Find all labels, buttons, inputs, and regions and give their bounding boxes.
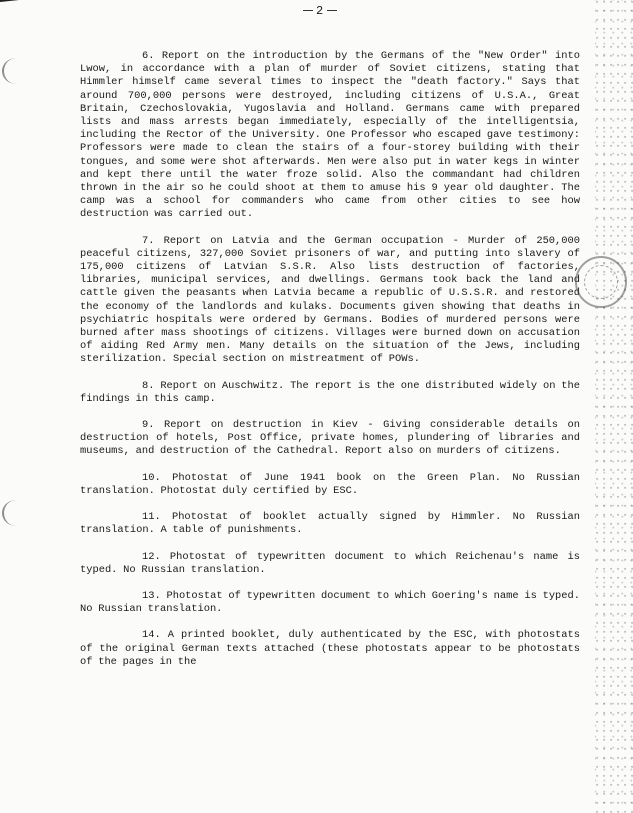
- paragraph-6: 6. Report on the introduction by the Germans of the "New Order" into Lwow, in accordance with a plan of murder of Soviet citizens, stating that Himmler himself came several times to inspect the "death factory." Says that around 700,000 persons were destroyed, including citizens of U.S.A., Great Britain, Czechoslovakia, Yugoslavia and Holland. Germans came with prepared lists and mass arrests began immediately, especially of the intelligentsia, including the Rector of the University. One Professor who escaped gave testimony: Professors were made to clean the stairs of a four-storey building with their tongues, and some were shot afterwards. Men were also put in water kegs in winter and kept there until the water froze solid. Also the commandant had children thrown in the air so he could shoot at them to amuse his 9 year old daughter. The camp was a school for commanders who came from other cities to see how destruction was carried out.: [80, 50, 580, 221]
- paragraph-14: 14. A printed booklet, duly authenticated by the ESC, with photostats of the original German texts attached (these photostats appear to be photostats of the pages in the: [80, 629, 580, 668]
- paragraph-12: 12. Photostat of typewritten document to which Reichenau's name is typed. No Russian translation.: [80, 550, 580, 576]
- punch-hole-mark: [2, 500, 30, 526]
- page-number: 2: [300, 4, 340, 18]
- punch-hole-mark: [2, 58, 30, 84]
- paragraph-9: 9. Report on destruction in Kiev - Giving considerable details on destruction of hotels, Post Office, private homes, plundering of libraries and museums, and destruction of the Cathedral. Report also on murders of citizens.: [80, 419, 580, 458]
- paragraph-10: 10. Photostat of June 1941 book on the Green Plan. No Russian translation. Photostat duly certified by ESC.: [80, 471, 580, 497]
- paragraph-13: 13. Photostat of typewritten document to which Goering's name is typed. No Russian translation.: [80, 589, 580, 616]
- scan-noise: [595, 0, 633, 813]
- paragraph-7: 7. Report on Latvia and the German occupation - Murder of 250,000 peaceful citizens, 327,000 Soviet prisoners of war, and putting into slavery of 175,000 citizens of Latvian S.S.R. Also lists destruction of factories, libraries, municipal services, and dwellings. Germans took back the land and cattle given the peasants when Latvia became a republic of U.S.S.R. and restored the economy of the landlords and kulaks. Documents given showing that deaths in psychiatric hospitals were ordered by Germans. Bodies of murdered persons were burned after mass shootings of citizens. Villages were burned down on accusation of aiding Red Army men. Many details on the situation of the Jews, including sterilization. Special section on mistreatment of POWs.: [80, 234, 580, 366]
- paragraph-11: 11. Photostat of booklet actually signed by Himmler. No Russian translation. A table of punishments.: [80, 511, 580, 537]
- pen-mark: [0, 0, 60, 2]
- paragraph-8: 8. Report on Auschwitz. The report is the one distributed widely on the findings in this camp.: [80, 379, 580, 405]
- document-body: [80, 50, 580, 682]
